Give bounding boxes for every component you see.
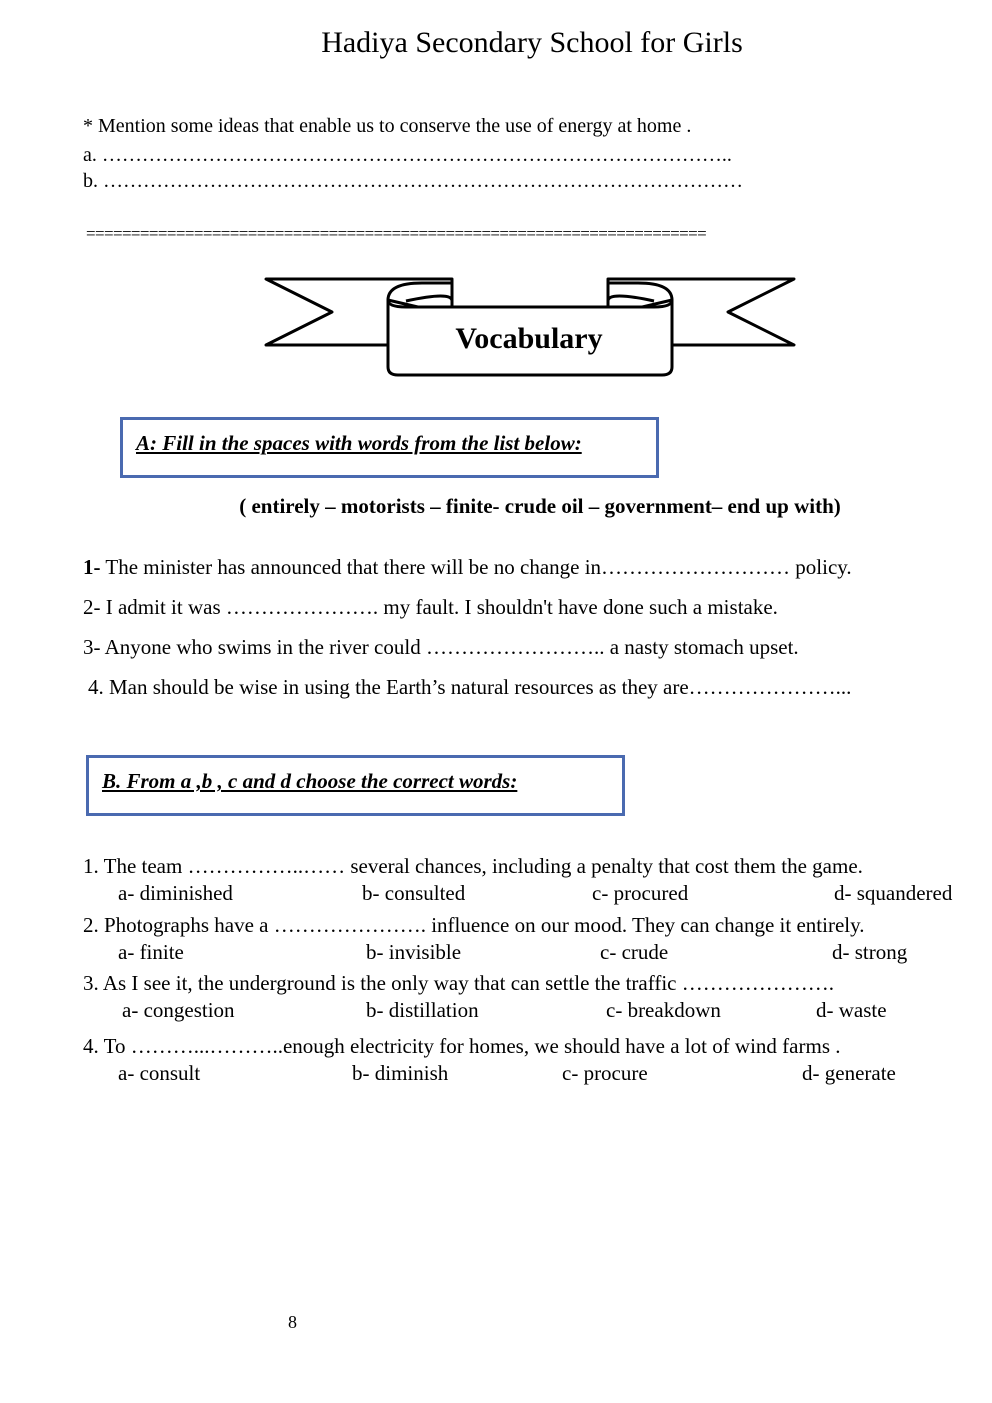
- option-c: c- procured: [592, 881, 689, 905]
- option-b: b- invisible: [366, 940, 462, 964]
- section-a-question-3: 3- Anyone who swims in the river could …………………….. a nasty stomach upset.: [83, 635, 799, 659]
- page-title: Hadiya Secondary School for Girls: [321, 26, 743, 59]
- section-a-question-2: 2- I admit it was …………………. my fault. I shouldn't have done such a mistake.: [83, 595, 778, 619]
- option-a: a- finite: [118, 940, 184, 964]
- banner-title: Vocabulary: [455, 322, 603, 355]
- option-b: b- diminish: [352, 1061, 449, 1085]
- question-number: 1-: [83, 555, 101, 579]
- section-b-question-4: 4. To ………...………..enough electricity for homes, we should have a lot of wind farms .: [83, 1034, 841, 1058]
- option-b: b- consulted: [362, 881, 466, 905]
- option-a: a- diminished: [118, 881, 233, 905]
- section-b-heading-box: [86, 755, 625, 816]
- option-d: d- generate: [802, 1061, 896, 1085]
- option-b: b- distillation: [366, 998, 479, 1022]
- page-number: 8: [288, 1312, 297, 1332]
- section-b-heading: B. From a ,b , c and d choose the correct words:: [102, 769, 518, 793]
- separator-line: =====================================================================: [86, 224, 707, 243]
- section-b-question-2: 2. Photographs have a …………………. influence on our mood. They can change it entirely.: [83, 913, 865, 937]
- answer-line-a: a. …………………………………………………………………………………..: [83, 144, 732, 166]
- word-list: ( entirely – motorists – finite- crude oil – government– end up with): [239, 494, 841, 518]
- option-a: a- consult: [118, 1061, 201, 1085]
- section-b-question-3: 3. As I see it, the underground is the only way that can settle the traffic ………………….: [83, 971, 834, 995]
- section-b-question-1: 1. The team ……………..…… several chances, including a penalty that cost them the game.: [83, 854, 863, 878]
- option-a: a- congestion: [122, 998, 235, 1022]
- intro-prompt: * Mention some ideas that enable us to conserve the use of energy at home .: [83, 115, 692, 137]
- section-a-question-4: 4. Man should be wise in using the Earth’s natural resources as they are…………………...: [88, 675, 852, 699]
- answer-line-b: b. ……………………………………………………………………………………: [83, 170, 743, 192]
- option-d: d- squandered: [834, 881, 953, 905]
- option-d: d- waste: [816, 998, 887, 1022]
- option-c: c- breakdown: [606, 998, 721, 1022]
- option-c: c- procure: [562, 1061, 648, 1085]
- section-a-heading: A: Fill in the spaces with words from the list below:: [136, 431, 582, 455]
- option-d: d- strong: [832, 940, 908, 964]
- option-c: c- crude: [600, 940, 669, 964]
- section-a-heading-box: [120, 417, 659, 478]
- question-text: The minister has announced that there will be no change in……………………… policy.: [100, 555, 852, 579]
- section-a-question-1: [83, 555, 852, 580]
